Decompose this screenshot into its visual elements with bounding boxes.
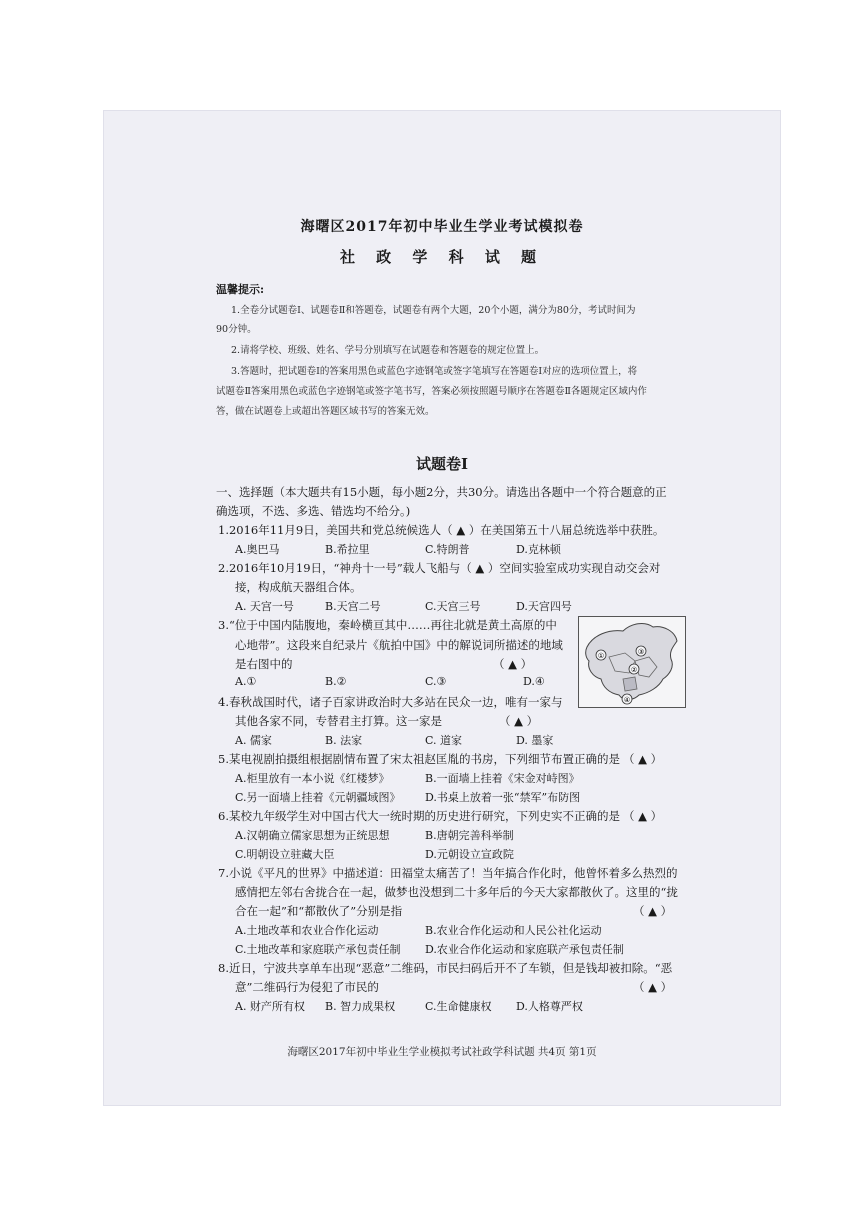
question-stem: 7.小说《平凡的世界》中描述道：田福堂太痛苦了！当年搞合作化时，他曾怀着多么热烈的: [218, 866, 678, 880]
option: D.天宫四号: [516, 600, 572, 613]
page-footer: 海曙区2017年初中毕业生学业模拟考试社政学科试题 共4页 第1页: [287, 1046, 597, 1058]
question-stem: 1.2016年11月9日，美国共和党总统候选人（ ▲ ）在美国第五十八届总统选举中获胜。: [218, 523, 665, 537]
question-stem: 心地带”。这段来自纪录片《航拍中国》中的解说词所描述的地域: [235, 638, 563, 652]
question-stem: 接，构成航天器组合体。: [235, 580, 362, 594]
question-stem: 8.近日，宁波共享单车出现“恶意”二维码，市民扫码后开不了车锁，但是钱却被扣除。“恶: [218, 961, 673, 975]
question-stem: 是右图中的: [235, 657, 293, 671]
china-map-figure: [578, 616, 686, 708]
option: C.生命健康权: [425, 1000, 492, 1013]
option: D.克林顿: [516, 543, 561, 556]
option: A. 天宫一号: [235, 600, 294, 613]
map-label: ③: [637, 648, 645, 656]
option: B.唐朝完善科举制: [425, 829, 514, 842]
option: D.元朝设立宣政院: [425, 848, 514, 861]
option: B. 法家: [325, 734, 363, 747]
answer-mark: （ ▲ ）: [633, 980, 673, 994]
part-title: 试题卷Ⅰ: [415, 455, 469, 473]
answer-mark: （ ▲ ）: [499, 714, 539, 728]
question-stem: 2.2016年10月19日，“神舟十一号”载人飞船与（ ▲ ）空间实验室成功实现自动交会对: [218, 561, 661, 575]
tip-line: 试题卷Ⅱ答案用黑色或蓝色字迹钢笔或签字笔书写，答案必须按照题号顺序在答题卷Ⅱ各题规定区域内作: [216, 386, 647, 397]
option: A. 儒家: [235, 734, 272, 747]
china-map-icon: [579, 617, 685, 707]
question-stem: 其他各家不同，专替君主打算。这一家是: [235, 714, 442, 728]
option: A.柜里放有一本小说《红楼梦》: [235, 772, 390, 785]
option: D.书桌上放着一张“禁军”布防图: [425, 791, 581, 804]
option: C.特朗普: [425, 543, 470, 556]
option: C.土地改革和家庭联产承包责任制: [235, 943, 401, 956]
section-intro: 确选项，不选、多选、错选均不给分。): [216, 504, 411, 518]
option: A.汉朝确立儒家思想为正统思想: [235, 829, 390, 842]
question-stem: 6.某校九年级学生对中国古代大一统时期的历史进行研究，下列史实不正确的是: [218, 809, 620, 823]
tip-line: 90分钟。: [216, 324, 257, 335]
option: B.天宫二号: [325, 600, 381, 613]
question-stem: 4.春秋战国时代，诸子百家讲政治时大多站在民众一边，唯有一家与: [218, 695, 563, 709]
tips-heading: 温馨提示:: [216, 283, 265, 296]
tip-line: 3.答题时，把试题卷Ⅰ的答案用黑色或蓝色字迹钢笔或签字笔填写在答题卷Ⅰ对应的选项位置上，将: [231, 366, 638, 377]
question-stem: 5.某电视剧拍摄组根据剧情布置了宋太祖赵匡胤的书房，下列细节布置正确的是: [218, 752, 620, 766]
option: C.③: [425, 675, 447, 688]
option: C.另一面墙上挂着《元朝疆域图》: [235, 791, 401, 804]
exam-subtitle: 社 政 学 科 试 题: [339, 248, 545, 266]
exam-page: [103, 110, 781, 1106]
exam-title: 海曙区2017年初中毕业生学业考试模拟卷: [300, 219, 584, 235]
map-label: ④: [623, 696, 631, 704]
option: D. 墨家: [516, 734, 554, 747]
question-stem: 3.“位于中国内陆腹地，秦岭横亘其中……再往北就是黄土高原的中: [218, 618, 557, 632]
option: A.①: [235, 675, 257, 688]
map-label: ②: [630, 666, 638, 674]
option: B.希拉里: [325, 543, 370, 556]
option: B.农业合作化运动和人民公社化运动: [425, 924, 602, 937]
option: C. 道家: [425, 734, 463, 747]
tip-line: 2.请将学校、班级、姓名、学号分别填写在试题卷和答题卷的规定位置上。: [231, 345, 545, 356]
question-stem: 合在一起”和“都散伙了”分别是指: [235, 904, 403, 918]
option: B.②: [325, 675, 347, 688]
option: B. 智力成果权: [325, 1000, 396, 1013]
question-stem: 感情把左邻右舍拢合在一起，做梦也没想到二十多年后的今天大家都散伙了。这里的“拢: [235, 885, 678, 899]
option: C.天宫三号: [425, 600, 481, 613]
option: D.农业合作化运动和家庭联产承包责任制: [425, 943, 624, 956]
option: D.人格尊严权: [516, 1000, 583, 1013]
answer-mark: （ ▲ ）: [633, 904, 673, 918]
option: B.一面墙上挂着《宋金对峙图》: [425, 772, 580, 785]
tip-line: 答，做在试题卷上或超出答题区域书写的答案无效。: [216, 406, 435, 417]
map-label: ①: [597, 652, 605, 660]
option: A. 财产所有权: [235, 1000, 305, 1013]
option: A.奥巴马: [235, 543, 280, 556]
answer-mark: （ ▲ ）: [493, 657, 533, 671]
answer-mark: （ ▲ ）: [623, 809, 663, 823]
answer-mark: （ ▲ ）: [623, 752, 663, 766]
tip-line: 1.全卷分试题卷Ⅰ、试题卷Ⅱ和答题卷，试题卷有两个大题，20个小题，满分为80分，考试时间为: [231, 305, 636, 316]
question-stem: 意”二维码行为侵犯了市民的: [235, 980, 379, 994]
option: C.明朝设立驻藏大臣: [235, 848, 335, 861]
section-intro: 一、选择题（本大题共有15小题，每小题2分，共30分。请选出各题中一个符合题意的正: [216, 485, 667, 499]
option: A.土地改革和农业合作化运动: [235, 924, 379, 937]
option: D.④: [523, 675, 545, 688]
